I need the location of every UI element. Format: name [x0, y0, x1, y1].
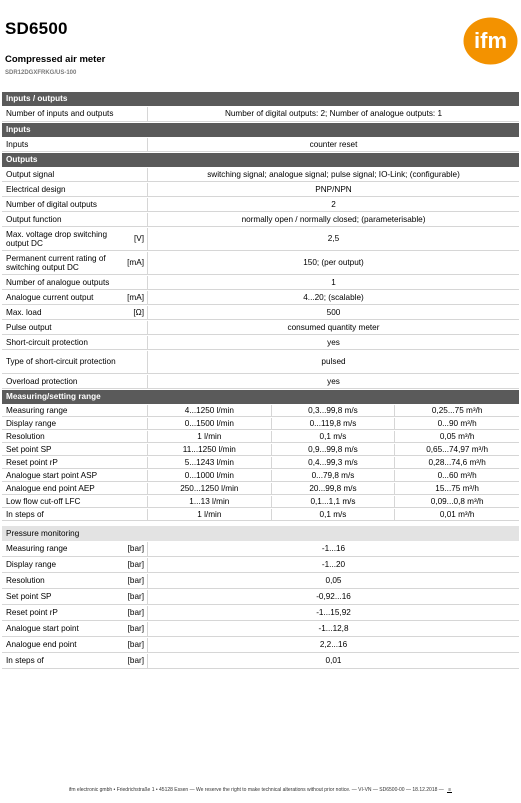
spec-value-text: 0...90 m³/h [437, 418, 477, 428]
spec-unit [118, 654, 148, 668]
spec-value-text: pulsed [321, 357, 346, 367]
spec-row [2, 574, 519, 589]
spec-value [148, 558, 519, 572]
spec-label-text: Number of digital outputs [6, 199, 98, 209]
spec-value-text: 0,4...99,3 m/s [308, 457, 358, 467]
spec-value-text: 0...1000 l/min [184, 470, 234, 480]
spec-value-text: 0,1 m/s [319, 431, 347, 441]
spec-value-text: -1...16 [321, 544, 346, 554]
spec-row [2, 183, 519, 197]
spec-label-text: Set point SP [6, 444, 52, 454]
spec-label-text: Reset point rP [6, 608, 58, 618]
spec-label [2, 183, 148, 196]
spec-label-text: Max. load [6, 307, 42, 317]
product-code: SDR12DGXFRKG/US-100 [5, 70, 77, 76]
spec-label [2, 457, 148, 468]
spec-label-text: Resolution [6, 431, 45, 441]
spec-label-text: Measuring range [6, 544, 68, 554]
spec-unit [118, 590, 148, 604]
spec-value-text: 0...60 m³/h [437, 470, 477, 480]
spec-unit-text: [bar] [127, 656, 144, 666]
spec-label [2, 213, 148, 226]
spec-value-text: -1...20 [321, 560, 346, 570]
spec-value-text: 0...119,8 m/s [309, 418, 357, 428]
spec-row [2, 470, 519, 482]
spec-label-text: Output signal [6, 169, 55, 179]
spec-value [148, 291, 519, 304]
spec-value-text: 0...79,8 m/s [311, 470, 355, 480]
spec-value-text: 0,05 m³/h [439, 431, 475, 441]
spec-value [148, 622, 519, 636]
spec-label [2, 483, 148, 494]
spec-value [148, 457, 272, 468]
spec-value-text: 0,9...99,8 m/s [308, 444, 358, 454]
spec-value-text: 0,01 m³/h [439, 509, 475, 519]
spec-label-text: Display range [6, 418, 57, 428]
spec-label [2, 336, 148, 349]
spec-value [148, 198, 519, 211]
section-header [2, 153, 519, 167]
footer-text: ifm electronic gmbh • Friedrichstraße 1 • 45128 Essen — We reserve the right to make technical alterations without prior notice. — VI-VN — SD6500-00 — 18.12.2018 — [68, 787, 444, 793]
spec-label-text: Number of analogue outputs [6, 277, 110, 287]
spec-value [148, 654, 519, 668]
spec-unit-text: [mA] [127, 292, 144, 302]
spec-value [148, 418, 272, 429]
spec-value-text: 11...1250 l/min [182, 444, 236, 454]
spec-row [2, 228, 519, 251]
spec-row [2, 654, 519, 669]
spec-value [148, 228, 519, 250]
spec-label [2, 375, 148, 388]
spec-row [2, 496, 519, 508]
spec-value-text: 4...1250 l/min [184, 405, 234, 415]
page-icon: ≡ [448, 787, 452, 793]
section-title: Measuring/setting range [6, 392, 101, 402]
spec-value [272, 483, 396, 494]
spec-value-text: 4...20; (scalable) [303, 292, 364, 302]
spec-row [2, 291, 519, 305]
spec-value [395, 431, 519, 442]
spec-value-text: 0,05 [325, 576, 342, 586]
spec-value-text: -1...12,8 [318, 624, 349, 634]
spec-label [2, 509, 148, 520]
spec-row [2, 138, 519, 152]
spec-row [2, 168, 519, 182]
spec-value [148, 606, 519, 620]
spec-row [2, 405, 519, 417]
spec-value-text: 1 l/min [197, 509, 222, 519]
spec-label-text: Max. voltage drop switching output DC [6, 229, 108, 248]
spec-value [272, 509, 396, 520]
spec-value [272, 444, 396, 455]
spec-value-text: 1...13 l/min [189, 496, 230, 506]
spec-value-text: 2,5 [327, 234, 340, 244]
spec-label-text: Output function [6, 214, 62, 224]
spec-label-text: In steps of [6, 509, 44, 519]
spec-row [2, 336, 519, 350]
spec-value-text: 0,65...74,97 m³/h [426, 444, 489, 454]
spec-row [2, 606, 519, 621]
product-subtitle: Compressed air meter [5, 54, 106, 65]
spec-value [148, 183, 519, 196]
spec-unit [118, 306, 148, 319]
spec-unit-text: [bar] [127, 560, 144, 570]
spec-row [2, 638, 519, 653]
spec-value-text: consumed quantity meter [287, 322, 380, 332]
spec-label-text: Resolution [6, 576, 45, 586]
spec-value [148, 375, 519, 388]
section-header [2, 390, 519, 404]
spec-row [2, 351, 519, 374]
spec-label-text: Analogue end point AEP [6, 483, 95, 493]
section-header [2, 123, 519, 137]
spec-value [148, 444, 272, 455]
spec-value [148, 252, 519, 274]
spec-label-text: Reset point rP [6, 457, 58, 467]
section-header [2, 92, 519, 106]
spec-label-text: Pulse output [6, 322, 52, 332]
spec-value [395, 509, 519, 520]
spec-unit-text: [bar] [127, 592, 144, 602]
spec-label [2, 138, 148, 151]
spec-unit [118, 606, 148, 620]
spec-label-text: Inputs [6, 139, 29, 149]
spec-unit [118, 291, 148, 304]
product-title: SD6500 [5, 19, 68, 38]
spec-value [148, 431, 272, 442]
spec-unit [118, 574, 148, 588]
section-title: Inputs [6, 125, 31, 135]
spec-value [148, 470, 272, 481]
ifm-logo [463, 17, 518, 65]
spec-value [148, 509, 272, 520]
spec-value [395, 470, 519, 481]
spec-value-text: 1 [331, 277, 336, 287]
spec-row [2, 509, 519, 521]
spec-label-text: In steps of [6, 656, 44, 666]
spec-value-text: 0,1 m/s [319, 509, 347, 519]
spec-label-text: Type of short-circuit protection [6, 357, 116, 367]
spec-value [272, 418, 396, 429]
spec-value [148, 405, 272, 416]
spec-row [2, 418, 519, 430]
spec-value-text: 150; (per output) [303, 258, 364, 268]
spec-label [2, 470, 148, 481]
section-header [2, 526, 519, 541]
spec-row [2, 321, 519, 335]
spec-label-text: Number of inputs and outputs [6, 109, 114, 119]
spec-unit-text: [mA] [127, 258, 144, 268]
spec-label [2, 321, 148, 334]
spec-value-text: 0,09...0,8 m³/h [430, 496, 484, 506]
spec-value-text: 500 [326, 307, 341, 317]
spec-value [272, 496, 396, 507]
spec-value [148, 107, 519, 121]
spec-value-text: 0,28...74,6 m³/h [428, 457, 486, 467]
spec-value-text: counter reset [309, 139, 358, 149]
spec-label-text: Analogue end point [6, 640, 77, 650]
spec-unit-text: [Ω] [133, 307, 144, 317]
spec-label-text: Short-circuit protection [6, 337, 88, 347]
spec-row [2, 483, 519, 495]
spec-value-text: 2,2...16 [319, 640, 348, 650]
spec-value [272, 470, 396, 481]
spec-unit [118, 558, 148, 572]
spec-value [272, 457, 396, 468]
spec-unit-text: [bar] [127, 608, 144, 618]
spec-value [148, 542, 519, 556]
spec-label-text: Measuring range [6, 405, 68, 415]
spec-value-text: normally open / normally closed; (parameterisable) [241, 214, 426, 224]
spec-label-text: Low flow cut-off LFC [6, 496, 81, 506]
spec-value-text: 5...1243 l/min [184, 457, 234, 467]
spec-value-text: 250...1250 l/min [180, 483, 239, 493]
spec-value [148, 638, 519, 652]
spec-row [2, 252, 519, 275]
spec-unit-text: [bar] [127, 576, 144, 586]
section-title: Pressure monitoring [6, 528, 80, 538]
spec-row [2, 457, 519, 469]
section-title: Inputs / outputs [6, 94, 68, 104]
spec-value [272, 405, 396, 416]
spec-value-text: -1...15,92 [316, 608, 351, 618]
spec-unit-text: [bar] [127, 624, 144, 634]
spec-value-text: yes [327, 337, 340, 347]
spec-value [148, 336, 519, 349]
spec-value [395, 457, 519, 468]
spec-label-text: Set point SP [6, 592, 52, 602]
spec-value [148, 306, 519, 319]
spec-value [395, 405, 519, 416]
spec-unit-text: [bar] [127, 640, 144, 650]
spec-value [395, 418, 519, 429]
spec-row [2, 198, 519, 212]
spec-unit [118, 252, 148, 274]
spec-unit-text: [V] [133, 234, 144, 244]
spec-value [395, 444, 519, 455]
spec-value [148, 574, 519, 588]
spec-value-text: 20...99,8 m/s [309, 483, 357, 493]
spec-unit [118, 228, 148, 250]
spec-value-text: 0,01 [325, 656, 342, 666]
spec-row [2, 542, 519, 557]
spec-value-text: 0,3...99,8 m/s [308, 405, 358, 415]
spec-value-text: 0...1500 l/min [184, 418, 234, 428]
spec-value [148, 321, 519, 334]
spec-label-text: Permanent current rating of switching output DC [6, 253, 106, 272]
spec-label [2, 351, 148, 373]
spec-label-text: Electrical design [6, 184, 66, 194]
spec-value-text: 15...75 m³/h [435, 483, 479, 493]
spec-label-text: Overload protection [6, 376, 78, 386]
spec-row [2, 622, 519, 637]
spec-value-text: 2 [331, 199, 336, 209]
spec-value-text: switching signal; analogue signal; pulse signal; IO-Link; (configurable) [207, 169, 460, 179]
spec-label [2, 431, 148, 442]
spec-value-text: -0,92...16 [316, 592, 351, 602]
spec-label [2, 444, 148, 455]
spec-unit [118, 638, 148, 652]
spec-row [2, 107, 519, 122]
spec-label-text: Analogue start point [6, 624, 79, 634]
spec-label [2, 405, 148, 416]
spec-label [2, 198, 148, 211]
spec-value [148, 590, 519, 604]
footer [0, 787, 521, 793]
spec-row [2, 558, 519, 573]
spec-label-text: Analogue start point ASP [6, 470, 98, 480]
spec-label [2, 418, 148, 429]
spec-label [2, 168, 148, 181]
spec-value [148, 496, 272, 507]
section-title: Outputs [6, 155, 38, 165]
spec-label-text: Display range [6, 560, 57, 570]
spec-label [2, 107, 148, 121]
spec-value-text: 0,1...1,1 m/s [310, 496, 356, 506]
spec-value [148, 138, 519, 151]
logo-text: ifm [474, 28, 507, 53]
spec-row [2, 213, 519, 227]
spec-unit [118, 542, 148, 556]
spec-unit [118, 622, 148, 636]
spec-value-text: PNP/NPN [315, 184, 352, 194]
spec-value-text: 0,25...75 m³/h [431, 405, 483, 415]
spec-value [148, 168, 519, 181]
spec-value [395, 496, 519, 507]
spec-row [2, 590, 519, 605]
spec-value [148, 351, 519, 373]
spec-value [395, 483, 519, 494]
spec-row [2, 444, 519, 456]
spec-row [2, 375, 519, 389]
spec-value [148, 483, 272, 494]
spec-value-text: Number of digital outputs: 2; Number of analogue outputs: 1 [224, 109, 443, 119]
spec-value-text: 1 l/min [197, 431, 222, 441]
spec-row [2, 306, 519, 320]
spec-value [148, 276, 519, 289]
spec-label [2, 496, 148, 507]
spec-unit-text: [bar] [127, 544, 144, 554]
spec-label-text: Analogue current output [6, 292, 94, 302]
spec-row [2, 276, 519, 290]
spec-row [2, 431, 519, 443]
spec-label [2, 276, 148, 289]
spec-value-text: yes [327, 376, 340, 386]
spec-value [148, 213, 519, 226]
spec-value [272, 431, 396, 442]
